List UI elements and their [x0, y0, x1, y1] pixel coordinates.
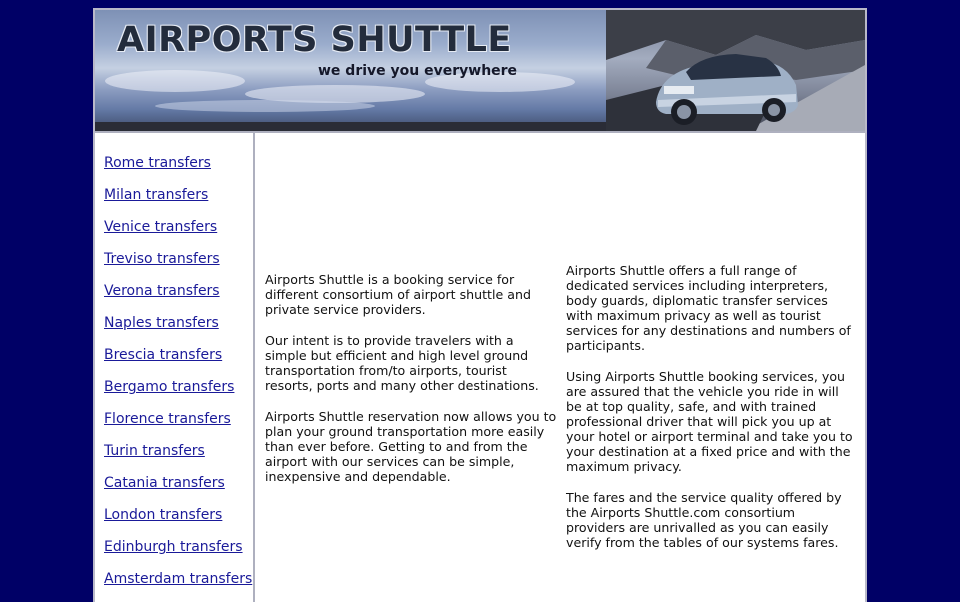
- sidebar-link[interactable]: Edinburgh transfers: [104, 539, 243, 555]
- sidebar-item-bergamo[interactable]: [104, 376, 234, 395]
- car-photo: [606, 10, 865, 131]
- site-logo: AIRPORTS SHUTTLE: [117, 20, 512, 60]
- site-slogan: we drive you everywhere: [318, 63, 518, 79]
- sidebar-item-brescia[interactable]: [104, 344, 222, 363]
- sidebar-link[interactable]: Treviso transfers: [104, 251, 220, 267]
- sidebar-link[interactable]: Bergamo transfers: [104, 379, 235, 395]
- content-column-left: [265, 272, 557, 500]
- paragraph: Airports Shuttle reservation now allows you to plan your ground transportation more easily than ever before. Getting to and from the airport with our services can be simple, inexpensive and dependable.: [265, 409, 557, 484]
- paragraph: Airports Shuttle offers a full range of dedicated services including interpreters, body guards, diplomatic transfer services with maximum privacy as well as tourist services for any destinations and numbers of participants.: [566, 263, 851, 353]
- page-container: [93, 8, 867, 602]
- sidebar-item-turin[interactable]: [104, 440, 205, 459]
- sidebar-item-amsterdam[interactable]: [104, 568, 252, 587]
- sidebar-link[interactable]: Rome transfers: [104, 155, 211, 171]
- sidebar-link[interactable]: Naples transfers: [104, 315, 219, 331]
- sidebar-item-venice[interactable]: [104, 216, 217, 235]
- paragraph: Using Airports Shuttle booking services, you are assured that the vehicle you ride in will be at top quality, safe, and with trained professional driver that will pick you up at your hotel or airport terminal and take you to your destination at a fixed price and with the maximum privacy.: [566, 369, 853, 474]
- sidebar-link[interactable]: Amsterdam transfers: [104, 571, 253, 587]
- sidebar-item-milan[interactable]: [104, 184, 208, 203]
- sidebar-item-catania[interactable]: [104, 472, 225, 491]
- paragraph: Airports Shuttle is a booking service for different consortium of airport shuttle and private service providers.: [265, 272, 531, 317]
- sidebar-link[interactable]: Venice transfers: [104, 219, 218, 235]
- paragraph: Our intent is to provide travelers with a simple but efficient and high level ground transportation from/to airports, tourist resorts, ports and many other destinations.: [265, 333, 539, 393]
- sidebar-link[interactable]: Catania transfers: [104, 475, 225, 491]
- content-column-right: [566, 263, 858, 566]
- sidebar-link[interactable]: Milan transfers: [104, 187, 209, 203]
- sidebar-item-rome[interactable]: [104, 152, 211, 171]
- sidebar-item-naples[interactable]: [104, 312, 219, 331]
- sidebar-link[interactable]: Turin transfers: [104, 443, 205, 459]
- sidebar-item-london[interactable]: [104, 504, 222, 523]
- sidebar-link[interactable]: Verona transfers: [104, 283, 220, 299]
- sidebar-item-edinburgh[interactable]: [104, 536, 243, 555]
- paragraph: The fares and the service quality offered by the Airports Shuttle.com consortium providers are unrivalled as you can easily verify from the tables of our systems fares.: [566, 490, 842, 550]
- main-content: [255, 133, 865, 602]
- header-banner: [95, 10, 865, 133]
- sidebar-item-treviso[interactable]: [104, 248, 220, 267]
- sidebar-nav: [95, 133, 255, 602]
- sidebar-item-florence[interactable]: [104, 408, 231, 427]
- horizon-line: [95, 122, 607, 131]
- sidebar-item-verona[interactable]: [104, 280, 220, 299]
- sidebar-link[interactable]: Brescia transfers: [104, 347, 223, 363]
- sidebar-link[interactable]: Florence transfers: [104, 411, 231, 427]
- sidebar-link[interactable]: London transfers: [104, 507, 223, 523]
